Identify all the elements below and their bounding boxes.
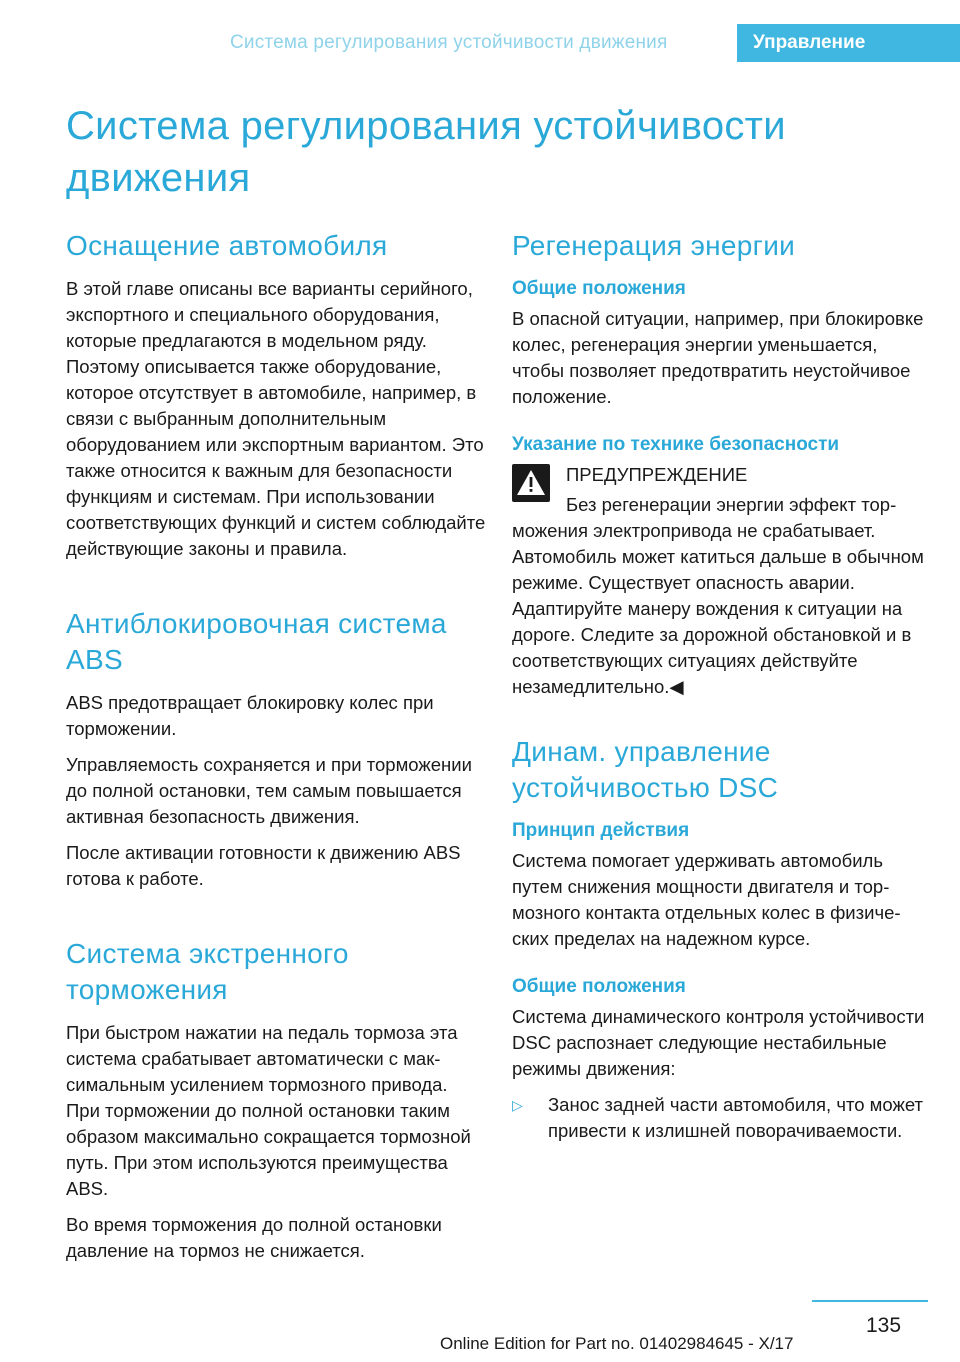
text-dsc-principle: Система помогает удерживать автомобиль путем снижения мощности двигателя и тормозного контакта отдельных колес в физических пределах на надежном курсе. — [512, 850, 901, 949]
text-dsc-general: Система динамического контроля устойчивости DSC распознает следующие нестабильные режимы движения: — [512, 1006, 925, 1079]
section-abs — [66, 606, 486, 892]
text-abs-3: После активации готовности к движению ABS готова к работе. — [66, 842, 461, 889]
header-chapter-tab: Управление — [737, 24, 960, 62]
heading-dsc: Динам. управление устойчивостью DSC — [512, 736, 779, 803]
text-equipment: В этой главе описаны все варианты серийного, экспортного и специального оборудования, которые предлагаются в модельном ряду. Поэтому описывается также оборудование, которое отсутствует в автомобиле, например, в связи с выбранным дополнительным оборудованием или экспортным вариантом. Это также относится к важным для безопасности функциям и системам. При использовании соответствующих функций и систем соблюдайте действующие законы и правила. — [66, 278, 486, 559]
subheading-dsc-principle: Принцип действия — [512, 820, 690, 841]
warning-block — [512, 462, 928, 700]
footer-divider — [812, 1300, 928, 1302]
section-dsc — [512, 734, 928, 1144]
warning-triangle-icon — [512, 464, 550, 502]
text-abs-2: Управляемость сохраняется и при торможении до полной остановки, тем самым повышается активная безопасность движения. — [66, 754, 472, 827]
text-regen-general: В опасной ситуации, например, при блокировке колес, регенерация энергии уменьшается, чтобы позволяет предотвратить неустойчивое положение. — [512, 308, 924, 407]
left-column — [66, 228, 486, 1274]
subheading-safety-note: Указание по технике безопасности — [512, 434, 840, 455]
warning-text: Без регенерации энергии эффект торможения электропривода не срабатывает. Автомобиль может катиться дальше в обычном режиме. Существует опасность аварии. Адаптируйте манеру вождения к ситуации на дороге. Следите за дорожной обстановкой и в соответствующих ситуациях действуйте незамедлительно.◀ — [512, 494, 924, 697]
heading-emergency-braking: Система экстренного торможения — [66, 938, 349, 1005]
heading-regeneration: Регенерация энергии — [512, 230, 796, 261]
subheading-dsc-general: Общие положения — [512, 976, 686, 997]
page-number: 135 — [866, 1314, 902, 1337]
text-emergency-2: Во время торможения до полной остановки давление на тормоз не снижается. — [66, 1214, 442, 1261]
section-equipment — [66, 228, 486, 562]
page-title: Система регулирования устойчивости движения — [66, 104, 786, 200]
list-item — [512, 1092, 928, 1144]
bullet-triangle-icon: ▷ — [512, 1097, 523, 1113]
list-item-text: Занос задней части автомобиля, что может привести к излишней поворачиваемости. — [548, 1094, 923, 1141]
text-abs-1: ABS предотвращает блокировку колес при торможении. — [66, 692, 434, 739]
running-header — [0, 24, 960, 62]
right-column — [512, 228, 928, 1154]
heading-equipment: Оснащение автомобиля — [66, 230, 388, 261]
section-regeneration — [512, 228, 928, 700]
subheading-regen-general: Общие положения — [512, 278, 686, 299]
header-section-title: Система регулирования устойчивости движения — [230, 32, 668, 53]
warning-label: ПРЕДУПРЕЖДЕНИЕ — [566, 464, 748, 485]
section-emergency-braking — [66, 936, 486, 1264]
edition-watermark: Online Edition for Part no. 01402984645 - X/17 — [440, 1334, 794, 1353]
heading-abs: Антиблокировочная система ABS — [66, 608, 447, 675]
text-emergency-1: При быстром нажатии на педаль тормоза эта система срабатывает автоматически с максимальным усилением тормозного привода. При торможении до полной остановки таким образом максимально сокращается тормозной путь. При этом используются преимущества ABS. — [66, 1022, 471, 1199]
